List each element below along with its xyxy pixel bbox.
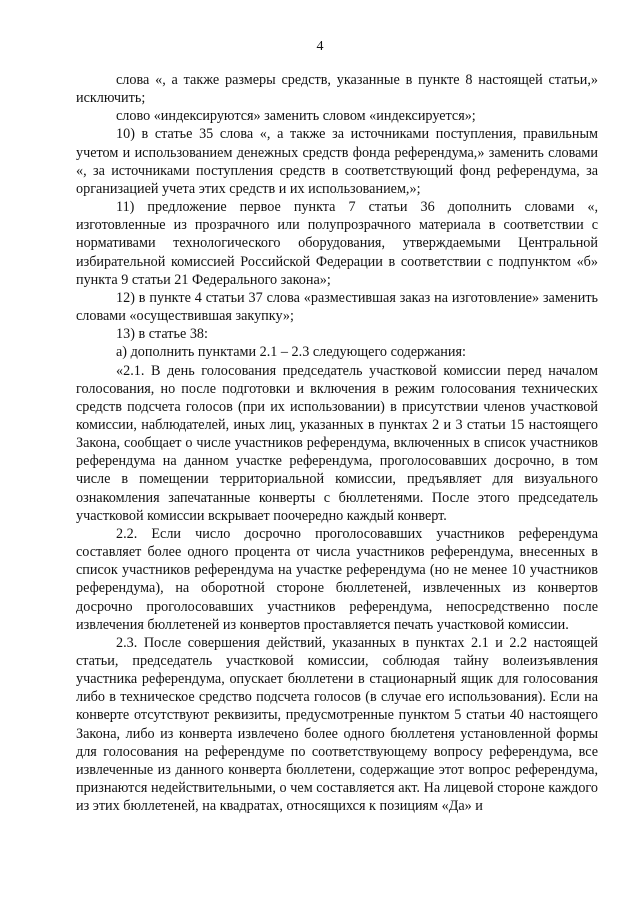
paragraph-1: слова «, а также размеры средств, указанные в пункте 8 настоящей статьи,» исключить;	[76, 72, 598, 107]
page-number: 4	[316, 39, 324, 54]
document-body	[76, 71, 598, 815]
paragraph-5: 12) в пункте 4 статьи 37 слова «разместившая заказ на изготовление» заменить словами «осуществившая закупку»;	[76, 289, 598, 325]
paragraph-7: а) дополнить пунктами 2.1 – 2.3 следующего содержания:	[116, 344, 466, 361]
paragraph-2: слово «индексируются» заменить словом «индексируется»;	[116, 108, 476, 125]
paragraph-4: 11) предложение первое пункта 7 статьи 36 дополнить словами «, изготовленные из прозрачного или полупрозрачного материала в соответствии с нормативами технологического оборудования, утверждаемыми Центральной избирательной комиссией Российской Федерации в соответствии с подпунктом «б» пункта 9 статьи 21 Федерального закона»;	[76, 199, 598, 288]
paragraph-8: «2.1. В день голосования председатель участковой комиссии перед началом голосования, но после подготовки и включения в режим голосования технических средств подсчета голосов (при их использовании) в присутствии членов участковой комиссии, наблюдателей, иных лиц, указанных в пунктах 2 и 3 статьи 15 настоящего Закона, сообщает о числе участников референдума, включенных в список участников референдума на данном участке референдума, проголосовавших досрочно, в том числе в помещении территориальной комиссии, предъявляет для визуального ознакомления запечатанные конверты с бюллетенями. После этого председатель участковой комиссии вскрывает поочередно каждый конверт.	[76, 362, 598, 524]
paragraph-10: 2.3. После совершения действий, указанных в пунктах 2.1 и 2.2 настоящей статьи, председатель участковой комиссии, соблюдая тайну волеизъявления участника референдума, опускает бюллетени в стационарный ящик для голосования либо в техническое средство подсчета голосов (в случае его использования). Если на конверте отсутствуют реквизиты, предусмотренные пунктом 5 статьи 40 настоящего Закона, либо из конверта извлечено более одного бюллетеня установленной формы для голосования на референдуме по соответствующему вопросу референдума, все извлеченные из данного конверта бюллетени, содержащие этот вопрос референдума, признаются недействительными, о чем составляется акт. На лицевой стороне каждого из этих бюллетеней, на квадратах, относящихся к позициям «Да» и	[76, 634, 598, 815]
paragraph-3: 10) в статье 35 слова «, а также за источниками поступления, правильным учетом и использованием денежных средств фонда референдума,» заменить словами «, за источниками поступления средств в соответствующий фонд референдума, за организацией учета этих средств и их использованием,»;	[76, 126, 598, 197]
paragraph-6: 13) в статье 38:	[116, 326, 208, 343]
paragraph-9: 2.2. Если число досрочно проголосовавших участников референдума составляет более одного процента от числа участников референдума, внесенных в список участников референдума на участке референдума (но не менее 10 участников референдума), на оборотной стороне бюллетеней, извлеченных из конвертов досрочно проголосовавших участников референдума, непосредственно после извлечения бюллетеней из конвертов проставляется печать участковой комиссии.	[76, 525, 598, 633]
